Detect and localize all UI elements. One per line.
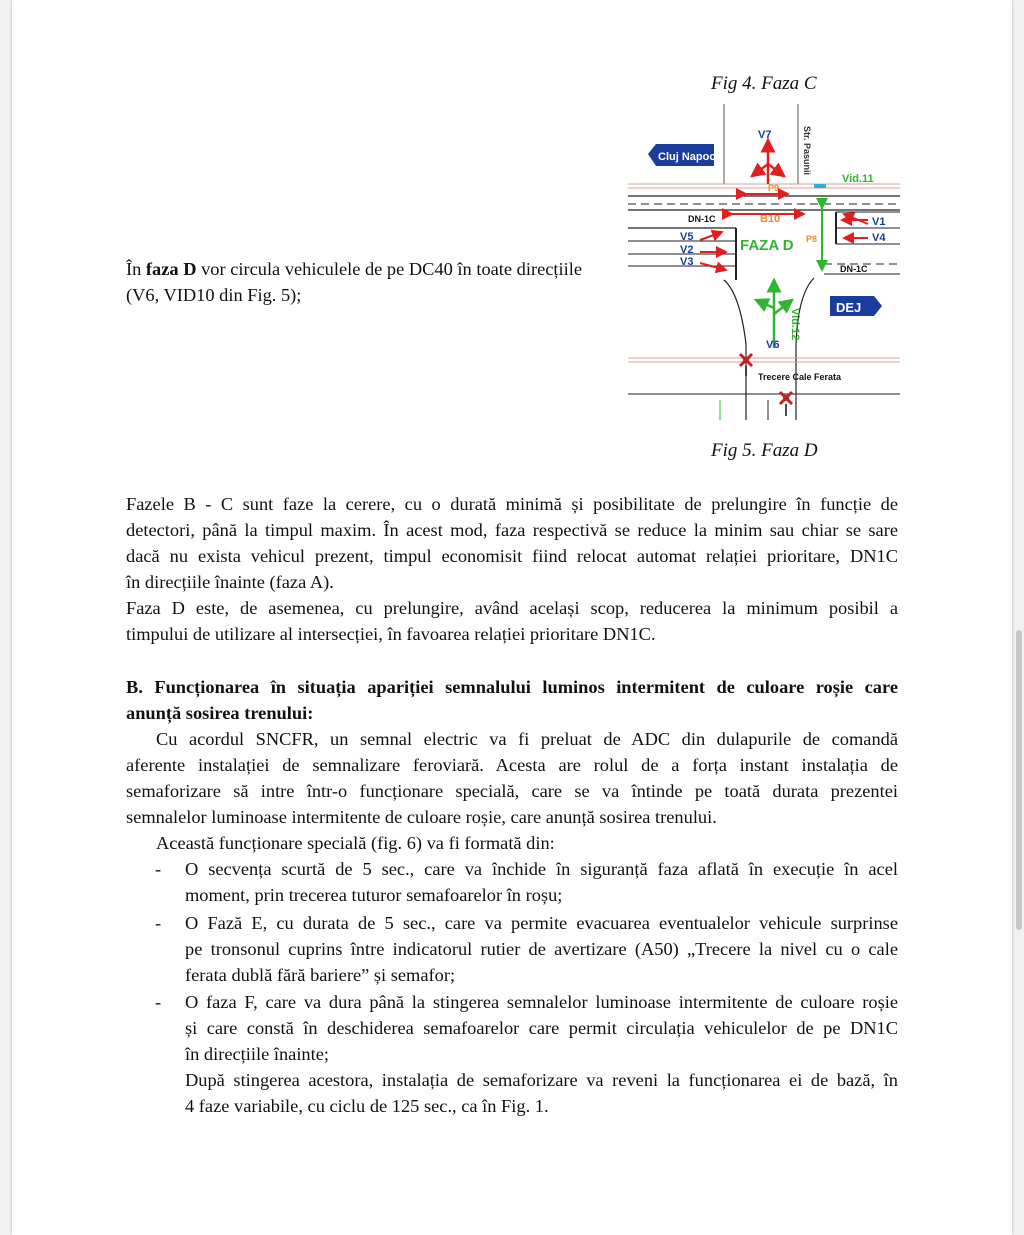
intro-line-1: [126, 256, 582, 282]
para3-line-1: Cu acordul SNCFR, un semnal electric va fi preluat de ADC din dulapurile de comandă: [156, 729, 898, 749]
fig5-caption: Fig 5. Faza D: [711, 440, 818, 461]
para2-line-1: Faza D este, de asemenea, cu prelungire, având același scop, reducerea la minimum posibil a: [126, 598, 898, 618]
p8-label: P8: [806, 234, 818, 244]
section-heading-line-2: anunță sosirea trenului:: [126, 703, 314, 723]
para1-line-2: detectori, până la timpul maxim. În acest mod, faza respectivă se reduce la minim sau chiar se sare: [126, 520, 898, 540]
intersection-diagram: [628, 104, 900, 420]
dn1c-right-label: DN-1C: [840, 264, 868, 274]
p9-label: P9: [768, 183, 780, 193]
b10-label: B10: [760, 213, 781, 225]
intro-rest: vor circula vehiculele de pe DC40 în toate direcțiile: [196, 259, 583, 279]
fig4-caption: Fig 4. Faza C: [711, 73, 817, 94]
bullet-2-line-2: pe tronsonul cuprins între indicatorul rutier de avertizare (A50) „Trecere la nivel cu o cale: [185, 939, 898, 959]
bullet-2-line-3: ferata dublă fără bariere” și semafor;: [185, 965, 456, 985]
para1-line-1: Fazele B - C sunt faze la cerere, cu o durată minimă și posibilitate de prelungire în funcție de: [126, 494, 898, 514]
para3-line-2: aferente instalației de semnalizare feroviară. Acesta are rolul de a forța instant instalația de: [126, 755, 898, 775]
bullet-3-line-2: și care constă în deschiderea semafoarelor care permit circulația vehiculelor de pe DN1C: [185, 1018, 898, 1038]
v4-label: V4: [872, 232, 886, 244]
v7-label: V7: [758, 129, 772, 141]
trecere-label: Trecere Cale Ferata: [758, 372, 842, 382]
faza-d-label: FAZA D: [740, 237, 794, 254]
v6-label: V6: [766, 339, 780, 351]
cluj-label: Cluj Napoca: [658, 151, 722, 163]
para1-line-3: dacă nu exista vehicul prezent, timpul economisit fiind relocat automat relației prioritare, DN1C: [126, 546, 898, 566]
intro-prefix: În: [126, 259, 146, 279]
bullet-3-line-1: O faza F, care va dura până la stingerea semnalelor luminoase intermitente de culoare roșie: [185, 992, 898, 1012]
bullet-2-line-1: O Fază E, cu durata de 5 sec., care va permite evacuarea eventualelor vehicule surprinse: [185, 913, 898, 933]
scrollbar[interactable]: [1016, 630, 1022, 930]
para1-line-4: în direcțiile înainte (faza A).: [126, 572, 334, 592]
section-heading-line-1: B. Funcționarea în situația apariției semnalului luminos intermitent de culoare roșie care: [126, 677, 898, 697]
bullet-2-dash: -: [155, 913, 162, 933]
v3-label: V3: [680, 256, 694, 268]
vid11-label: Vid.11: [842, 173, 874, 185]
bullet-1-line-2: moment, prin trecerea tuturor semafoarelor în roșu;: [185, 885, 563, 905]
para3-line-3: semaforizare să intre într-o funcționare specială, care se va întinde pe toată durata prezentei: [126, 781, 898, 801]
final-line-1: După stingerea acestora, instalația de semaforizare va reveni la funcționarea ei de bază, în: [185, 1070, 898, 1090]
v1-label: V1: [872, 216, 886, 228]
railway-crossing-icon-2: [780, 392, 792, 416]
para4: Această funcționare specială (fig. 6) va fi formată din:: [156, 833, 555, 853]
bullet-3-line-3: în direcțiile înainte;: [185, 1044, 330, 1064]
para2-line-2: timpului de utilizare al intersecției, în favoarea relației prioritare DN1C.: [126, 624, 656, 644]
final-line-2: 4 faze variabile, cu ciclu de 125 sec., ca în Fig. 1.: [185, 1096, 549, 1116]
para3-line-4: semnalelor luminoase intermitente de culoare roșie, care anunță sosirea trenului.: [126, 807, 717, 827]
v5-label: V5: [680, 231, 694, 243]
str-pasunii-label: Str. Pasunii: [802, 126, 812, 176]
dn1c-left-label: DN-1C: [688, 214, 716, 224]
dej-label: DEJ: [836, 300, 862, 315]
bullet-1-dash: -: [155, 859, 162, 879]
intro-line-2: (V6, VID10 din Fig. 5);: [126, 285, 302, 305]
v2-label: V2: [680, 244, 694, 256]
bullet-3-dash: -: [155, 992, 162, 1012]
intro-bold: faza D: [145, 259, 197, 279]
vid12-label: Vid.12: [789, 308, 801, 341]
bullet-1-line-1: O secvența scurtă de 5 sec., care va închide în siguranță faza aflată în execuție în acel: [185, 859, 898, 879]
